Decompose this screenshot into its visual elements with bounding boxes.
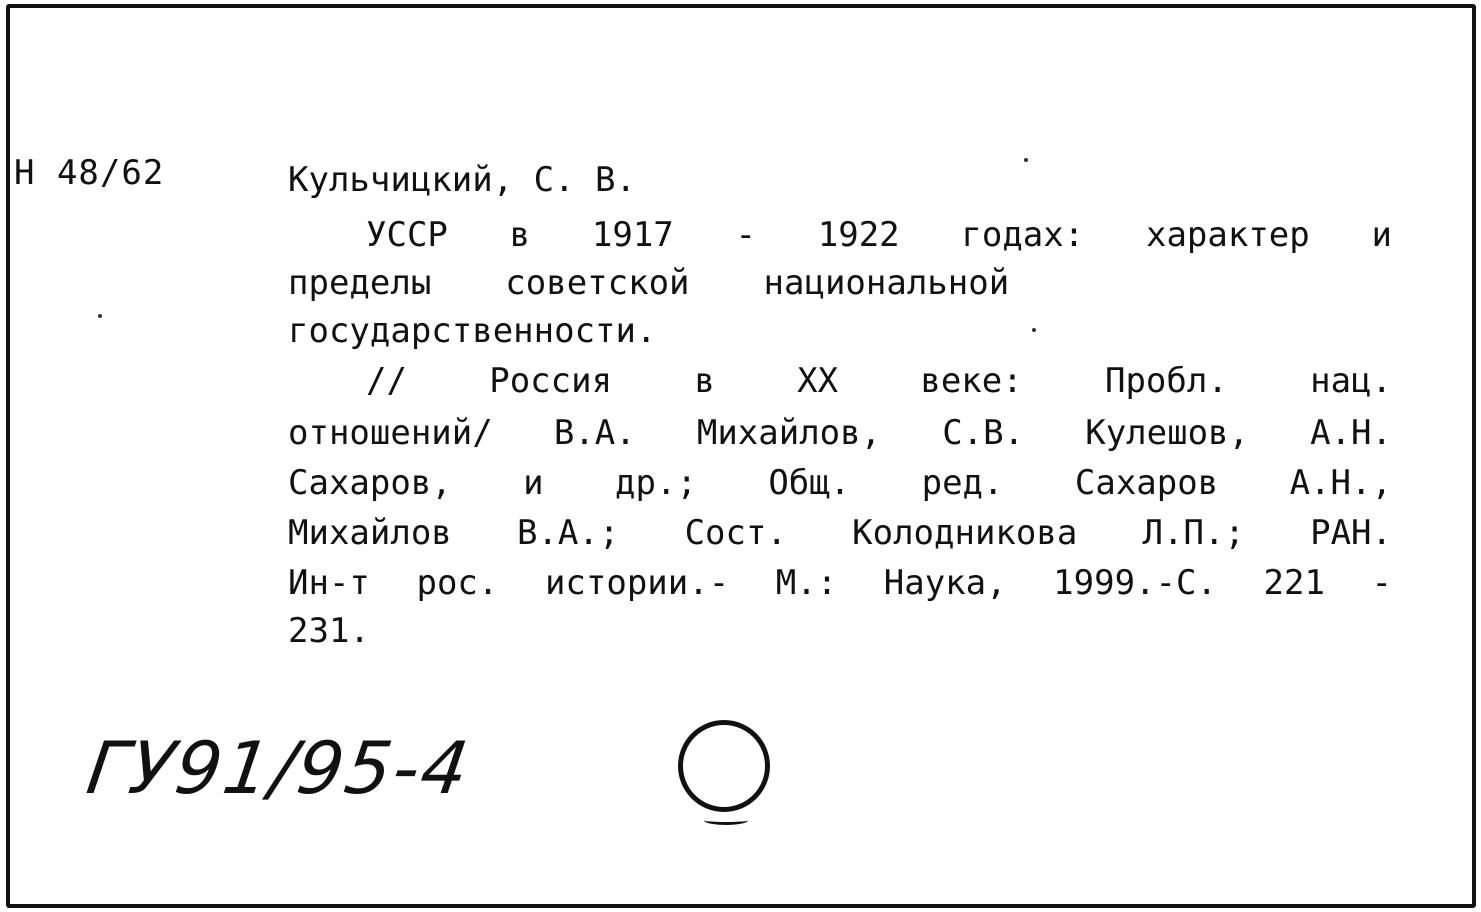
word: XX: [797, 361, 839, 401]
source-line-3: [288, 463, 1392, 503]
word: Россия: [489, 361, 613, 401]
word: Сахаров: [1074, 463, 1219, 503]
word: -: [735, 215, 756, 255]
source-line-5: [288, 563, 1392, 603]
source-line-2: [288, 413, 1392, 453]
word: Ин-т: [288, 563, 370, 603]
word: -: [1371, 563, 1392, 603]
word: и: [523, 463, 544, 503]
word: Общ.: [768, 463, 851, 503]
word: Колодникова: [852, 513, 1078, 553]
word: и: [1371, 215, 1392, 255]
catalog-card: [6, 4, 1476, 908]
word: советской: [505, 263, 690, 303]
word: Сост.: [684, 513, 787, 553]
word: характер: [1145, 215, 1310, 255]
word: РАН.: [1310, 513, 1392, 553]
word: годах:: [961, 215, 1085, 255]
source-line-6: [288, 611, 1392, 651]
title-line-3: [288, 311, 1392, 351]
word: Пробл.: [1104, 361, 1228, 401]
word: Сахаров,: [288, 463, 452, 503]
word: веке:: [920, 361, 1023, 401]
word: нац.: [1310, 361, 1392, 401]
word: в: [694, 361, 715, 401]
word: Михайлов: [288, 513, 452, 553]
call-number: Н 48/62: [14, 153, 165, 193]
word: А.Н.,: [1289, 463, 1392, 503]
scan-speck: [1024, 158, 1028, 162]
word: 221: [1263, 563, 1325, 603]
word: Наука,: [883, 563, 1007, 603]
source-line-4: [288, 513, 1392, 553]
title-line-2: [288, 263, 1392, 303]
word: национальной: [763, 263, 1010, 303]
word: А.Н.: [1310, 413, 1392, 453]
handwritten-shelf-code: ГУ91/95-4: [82, 726, 476, 810]
word: пределы: [288, 263, 432, 303]
word: отношений/: [288, 413, 493, 453]
word: Л.П.;: [1142, 513, 1245, 553]
word: 1999.-С.: [1053, 563, 1217, 603]
source-line-1: [366, 361, 1392, 401]
word: рос.: [416, 563, 499, 603]
scan-speck: [98, 314, 102, 318]
word: истории.-: [544, 563, 730, 603]
word: Кулешов,: [1085, 413, 1249, 453]
word: в: [509, 215, 531, 255]
word: М.:: [775, 563, 838, 603]
word: В.А.: [553, 413, 636, 453]
scan-speck: [1032, 328, 1036, 332]
word: 1922: [817, 215, 900, 255]
word: //: [366, 361, 407, 401]
word: Михайлов,: [696, 413, 882, 453]
word: В.А.;: [516, 513, 620, 553]
word: С.В.: [942, 413, 1025, 453]
circle-stamp-icon: [678, 720, 770, 812]
word: др.;: [615, 463, 697, 503]
stamp-underline: [704, 816, 748, 825]
word: УССР: [366, 215, 448, 255]
word: 1917: [591, 215, 674, 255]
word: 231.: [288, 611, 370, 651]
title-line-1: [366, 215, 1392, 255]
word: государственности.: [288, 311, 657, 351]
author-heading: Кульчицкий, С. В.: [288, 160, 636, 200]
word: ред.: [921, 463, 1004, 503]
